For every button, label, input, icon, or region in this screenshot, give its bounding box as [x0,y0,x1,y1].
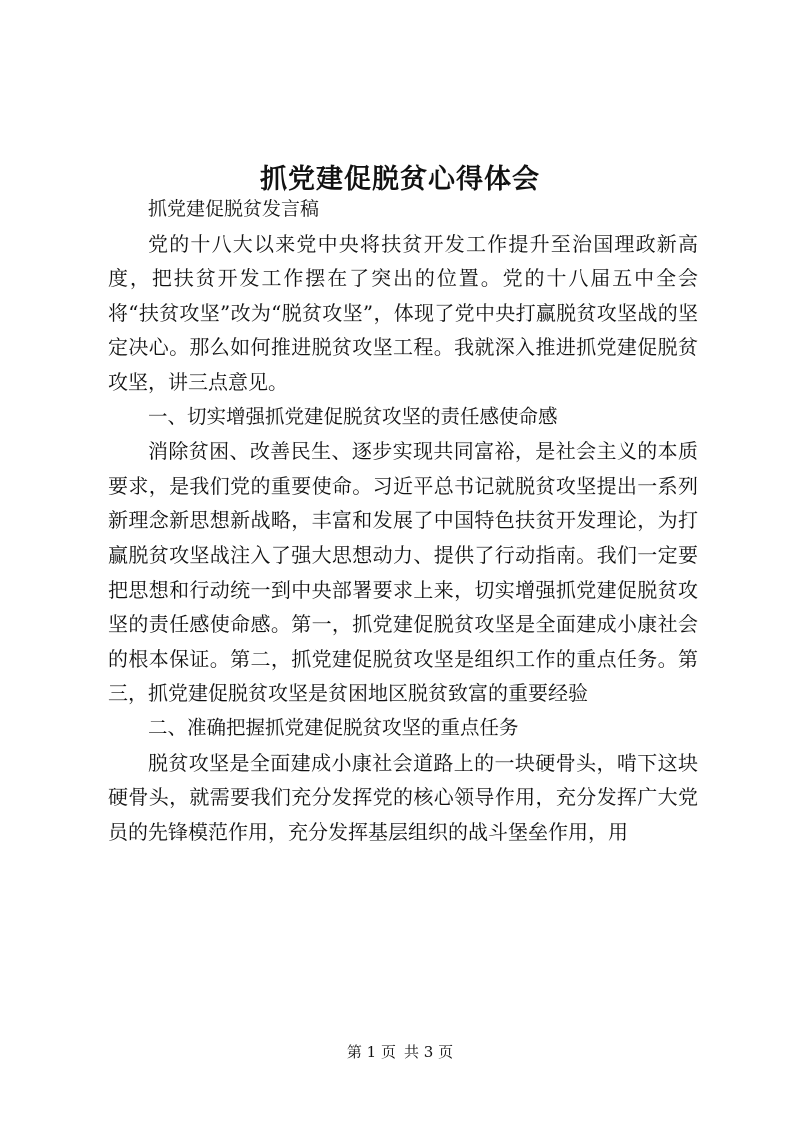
document-body [108,192,698,849]
body-paragraph: 脱贫攻坚是全面建成小康社会道路上的一块硬骨头，啃下这块硬骨头，就需要我们充分发挥党的核心领导作用，充分发挥广大党员的先锋模范作用，充分发挥基层组织的战斗堡垒作用，用 [108,750,698,844]
section-heading: 一、切实增强抓党建促脱贫攻坚的责任感使命感 [148,404,558,428]
page-total: 共 3 页 [404,1043,454,1061]
document-title: 抓党建促脱贫心得体会 [260,164,540,196]
body-paragraph: 消除贫困、改善民生、逐步实现共同富裕，是社会主义的本质要求，是我们党的重要使命。习近平总书记就脱贫攻坚提出一系列新理念新思想新战略，丰富和发展了中国特色扶贫开发理论，为打赢脱贫攻坚战注入了强大思想动力、提供了行动指南。我们一定要把思想和行动统一到中央部署要求上来，切实增强抓党建促脱贫攻坚的责任感使命感。第一，抓党建促脱贫攻坚是全面建成小康社会的根本保证。第二，抓党建促脱贫攻坚是组织工作的重点任务。第三，抓党建促脱贫攻坚是贫困地区脱贫致富的重要经验 [108,439,698,706]
body-paragraph: 党的十八大以来党中央将扶贫开发工作提升至治国理政新高度，把扶贫开发工作摆在了突出的位置。党的十八届五中全会将“扶贫攻坚”改为“脱贫攻坚”，体现了党中央打赢脱贫攻坚战的坚定决心。那么如何推进脱贫攻坚工程。我就深入推进抓党建促脱贫攻坚，讲三点意见。 [108,231,698,394]
page-number: 第 1 页 [346,1043,396,1061]
page-footer [0,1042,800,1062]
section-heading: 二、准确把握抓党建促脱贫攻坚的重点任务 [148,715,519,739]
subtitle-paragraph: 抓党建促脱贫发言稿 [148,198,320,220]
